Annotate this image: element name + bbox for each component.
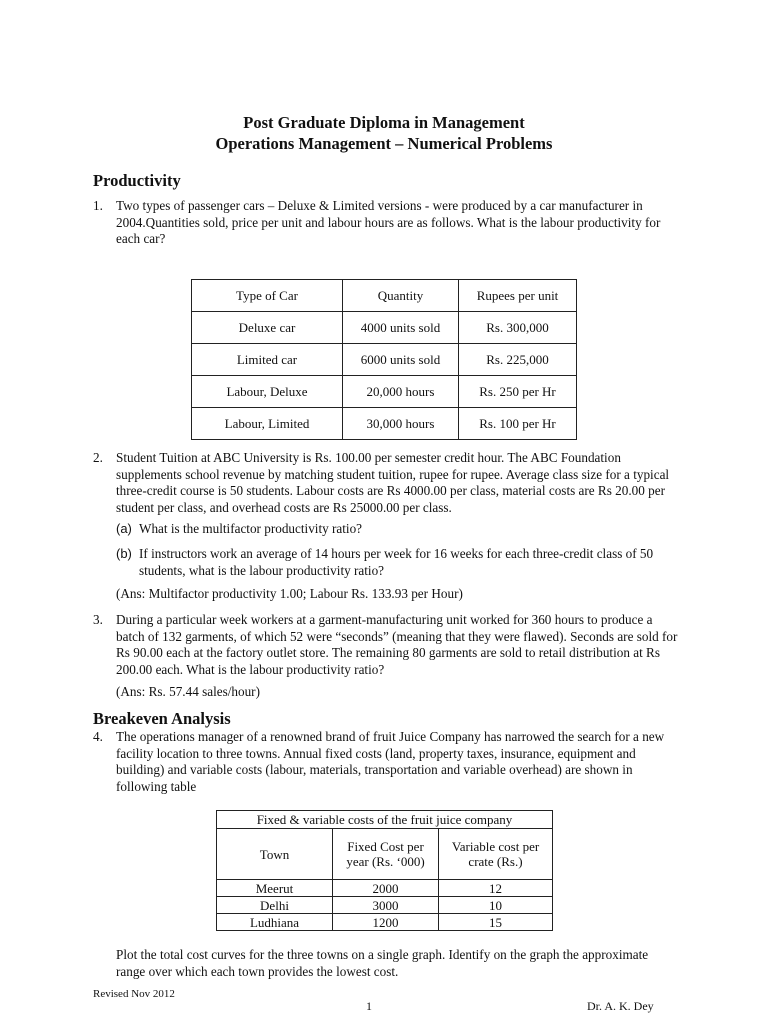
table-row	[192, 408, 577, 440]
question-text: The operations manager of a renowned brand of fruit Juice Company has narrowed the search for a new facility location to three towns. Annual fixed costs (land, property taxes, insurance, equipment and building) and variable costs (labour, materials, transportation and variable overhead) are shown in following table	[116, 729, 665, 794]
table-caption: Fixed & variable costs of the fruit juice company	[217, 811, 553, 829]
table-header-cell: Quantity	[343, 280, 459, 312]
question-2-part-b	[116, 546, 686, 579]
table-cell: 3000	[333, 897, 439, 914]
title-line-2: Operations Management – Numerical Problems	[215, 134, 553, 153]
question-text: Two types of passenger cars – Deluxe & Limited versions - were produced by a car manufacturer in 2004.Quantities sold, price per unit and labour hours are as follows. What is the labour productivity for each car?	[116, 198, 661, 246]
table-cell: 30,000 hours	[343, 408, 459, 440]
part-text: What is the multifactor productivity ratio?	[139, 521, 363, 536]
table-header-cell: Fixed Cost per year (Rs. ‘000)	[333, 829, 439, 880]
table-cell: Labour, Limited	[192, 408, 343, 440]
title-line-1: Post Graduate Diploma in Management	[243, 113, 525, 132]
table-row	[217, 914, 553, 931]
table-header-cell: Town	[217, 829, 333, 880]
table-cell: Rs. 300,000	[459, 312, 577, 344]
question-2	[93, 450, 683, 516]
table-header-row	[192, 280, 577, 312]
table-row	[192, 344, 577, 376]
table-row	[192, 312, 577, 344]
table-row	[192, 376, 577, 408]
question-4-instruction: Plot the total cost curves for the three towns on a single graph. Identify on the graph the approximate range over which each town provides the lowest cost.	[116, 947, 649, 979]
table-cell: Ludhiana	[217, 914, 333, 931]
table-cell: 6000 units sold	[343, 344, 459, 376]
table-row	[217, 880, 553, 897]
question-2-part-a	[116, 521, 686, 538]
section-heading-productivity: Productivity	[93, 171, 181, 190]
table-header-cell: Type of Car	[192, 280, 343, 312]
table-cell: Deluxe car	[192, 312, 343, 344]
answer-3: (Ans: Rs. 57.44 sales/hour)	[116, 684, 260, 699]
part-text: If instructors work an average of 14 hours per week for 16 weeks for each three-credit class of 50 students, what is the labour productivity ratio?	[139, 546, 654, 578]
part-label: (a)	[116, 521, 132, 536]
question-number: 1.	[93, 198, 103, 213]
table-cell: 20,000 hours	[343, 376, 459, 408]
table-header-cell: Rupees per unit	[459, 280, 577, 312]
table-cell: Meerut	[217, 880, 333, 897]
footer-revised: Revised Nov 2012	[93, 988, 175, 1000]
table-cell: Rs. 100 per Hr	[459, 408, 577, 440]
question-4	[93, 729, 683, 795]
question-number: 3.	[93, 612, 103, 627]
table-header-cell: Variable cost per crate (Rs.)	[439, 829, 553, 880]
table-header-row	[217, 829, 553, 880]
car-productivity-table	[191, 279, 577, 440]
table-cell: Rs. 250 per Hr	[459, 376, 577, 408]
footer-page-number: 1	[366, 999, 372, 1013]
table-cell: 4000 units sold	[343, 312, 459, 344]
footer-author: Dr. A. K. Dey	[587, 999, 654, 1013]
table-row	[217, 897, 553, 914]
table-cell: Limited car	[192, 344, 343, 376]
table-cell: 10	[439, 897, 553, 914]
table-cell: 2000	[333, 880, 439, 897]
table-cell: 12	[439, 880, 553, 897]
fruit-juice-cost-table	[216, 810, 553, 931]
answer-2: (Ans: Multifactor productivity 1.00; Labour Rs. 133.93 per Hour)	[116, 586, 463, 601]
question-1	[93, 198, 683, 248]
table-caption-row	[217, 811, 553, 829]
part-label: (b)	[116, 546, 132, 561]
question-number: 2.	[93, 450, 103, 465]
table-cell: Delhi	[217, 897, 333, 914]
question-text: Student Tuition at ABC University is Rs. 100.00 per semester credit hour. The ABC Foundation supplements school revenue by matching student tuition, rupee for rupee. Average class size for a typical three-credit course is 50 students. Labour costs are Rs 4000.00 per class, material costs are Rs 20.00 per student per class, and overhead costs are Rs 25000.00 per class.	[116, 450, 670, 515]
table-cell: 1200	[333, 914, 439, 931]
table-cell: 15	[439, 914, 553, 931]
question-text: During a particular week workers at a garment-manufacturing unit worked for 360 hours to produce a batch of 132 garments, of which 52 were “seconds” (meaning that they were flawed). Seconds are sold for Rs 90.00 each at the factory outlet store. The remaining 80 garments are sold to retail distribution at Rs 200.00 each. What is the labour productivity ratio?	[116, 612, 678, 677]
table-cell: Labour, Deluxe	[192, 376, 343, 408]
table-cell: Rs. 225,000	[459, 344, 577, 376]
question-3	[93, 612, 683, 678]
question-number: 4.	[93, 729, 103, 744]
section-heading-breakeven: Breakeven Analysis	[93, 709, 231, 728]
